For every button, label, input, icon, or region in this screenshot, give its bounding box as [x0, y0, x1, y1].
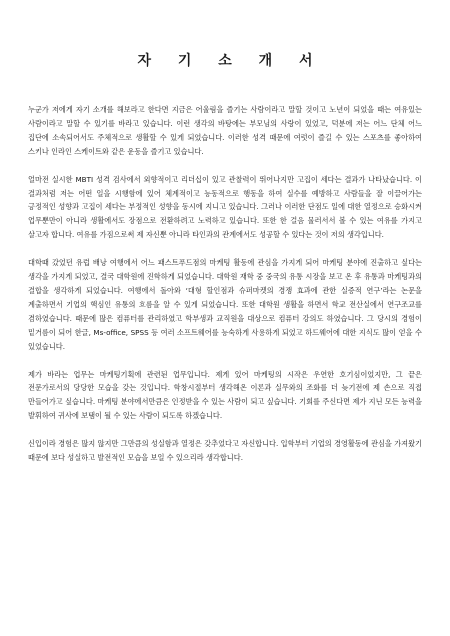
- paragraph-intro: 누군가 저에게 자기 소개를 해보라고 한다면 지금은 어울림을 즐기는 사람이라고 말할 것이고 노년이 되었을 때는 여유있는 사람이라고 말할 수 있기를 바라고 있습니다. 이런 생각의 바탕에는 부모님의 사랑이 있었고, 덕분에 저는 어느 단체 어느 집단에 소속되어서도 주체적으로 생활할 수 있게 되었습니다. 이러한 성격 때문에 여럿이 즐길 수 있는 스포츠를 좋아하여 스키나 인라인 스케이트와 같은 운동을 즐기고 있습니다.: [28, 105, 422, 156]
- paragraph-personality: 얼마전 실시한 MBTI 성격 검사에서 외향적이고 리더십이 있고 관찰력이 뛰어나지만 고집이 세다는 결과가 나타났습니다. 이 결과처럼 저는 어떤 일을 시행함에 있어 체계적이고 능동적으로 행동을 하여 실수를 예방하고 사람들을 잘 이끌어가는 긍정적인 성향과 고집이 세다는 부정적인 성향을 동시에 지니고 있습니다. 그러나 이러한 단점도 일에 대한 열정으로 승화시켜 업무뿐만이 아니라 생활에서도 장점으로 전환하려고 노력하고 있습니다. 또한 한 걸음 물러서서 볼 수 있는 여유를 가지고 살고자 합니다. 여유를 가짐으로써 제 자신뿐 아니라 타인과의 관계에서도 성공할 수 있다는 것이 저의 생각입니다.: [28, 174, 422, 240]
- paragraph-goals: 제가 바라는 업무는 마케팅기획에 관련된 업무입니다. 제게 있어 마케팅의 시작은 우연한 호기심이었지만, 그 끝은 전문가로서의 당당한 모습을 갖는 것입니다. 학창시절부터 생각해온 이론과 실무와의 조화를 더 늦기전에 제 손으로 직접 만들어가고 싶습니다. 마케팅 분야에서만큼은 인정받을 수 있는 사람이 되고 싶습니다. 기회를 주신다면 제가 지닌 모든 능력을 발휘하여 귀사에 보탬이 될 수 있는 사람이 되도록 하겠습니다.: [28, 369, 422, 421]
- document-body: [28, 103, 422, 479]
- paragraph-closing: 신입이라 경험은 많지 않지만 그만큼의 성실함과 열정은 갖추었다고 자신합니다. 입학부터 기업의 경영활동에 관심을 가져왔기 때문에 보다 성실하고 발전적인 모습을 보일 수 있으리라 생각합니다.: [28, 439, 422, 463]
- document-title: 자 기 소 개 서: [137, 53, 324, 69]
- paragraph-education: 대학때 갔었던 유럽 배낭 여행에서 어느 패스트푸드점의 마케팅 활동에 관심을 가지게 되어 마케팅 분야에 진출하고 싶다는 생각을 가지게 되었고, 결국 대학원에 진학하게 되었습니다. 대학원 재학 중 중국의 유통 시장을 보고 온 후 유통과 마케팅과의 결합을 생각하게 되었습니다. 여행에서 돌아와 ‘대형 할인점과 슈퍼마켓의 경쟁 효과에 관한 실증적 연구’라는 논문을 계출하면서 기업의 핵심인 유통의 흐름을 알 수 있게 되었습니다. 또한 대학원 생활을 하면서 학교 전산실에서 연구조교를 겸하였습니다. 때문에 많은 컴퓨터를 관리하였고 학부생과 교직원을 대상으로 컴퓨터 강의도 하였습니다. 그 당시의 경험이 밑거름이 되어 한글, Ms-office, SPSS 등 여러 소프트웨어를 능숙하게 사용하게 되었고 하드웨어에 대한 지식도 많이 얻을 수 있었습니다.: [28, 258, 422, 351]
